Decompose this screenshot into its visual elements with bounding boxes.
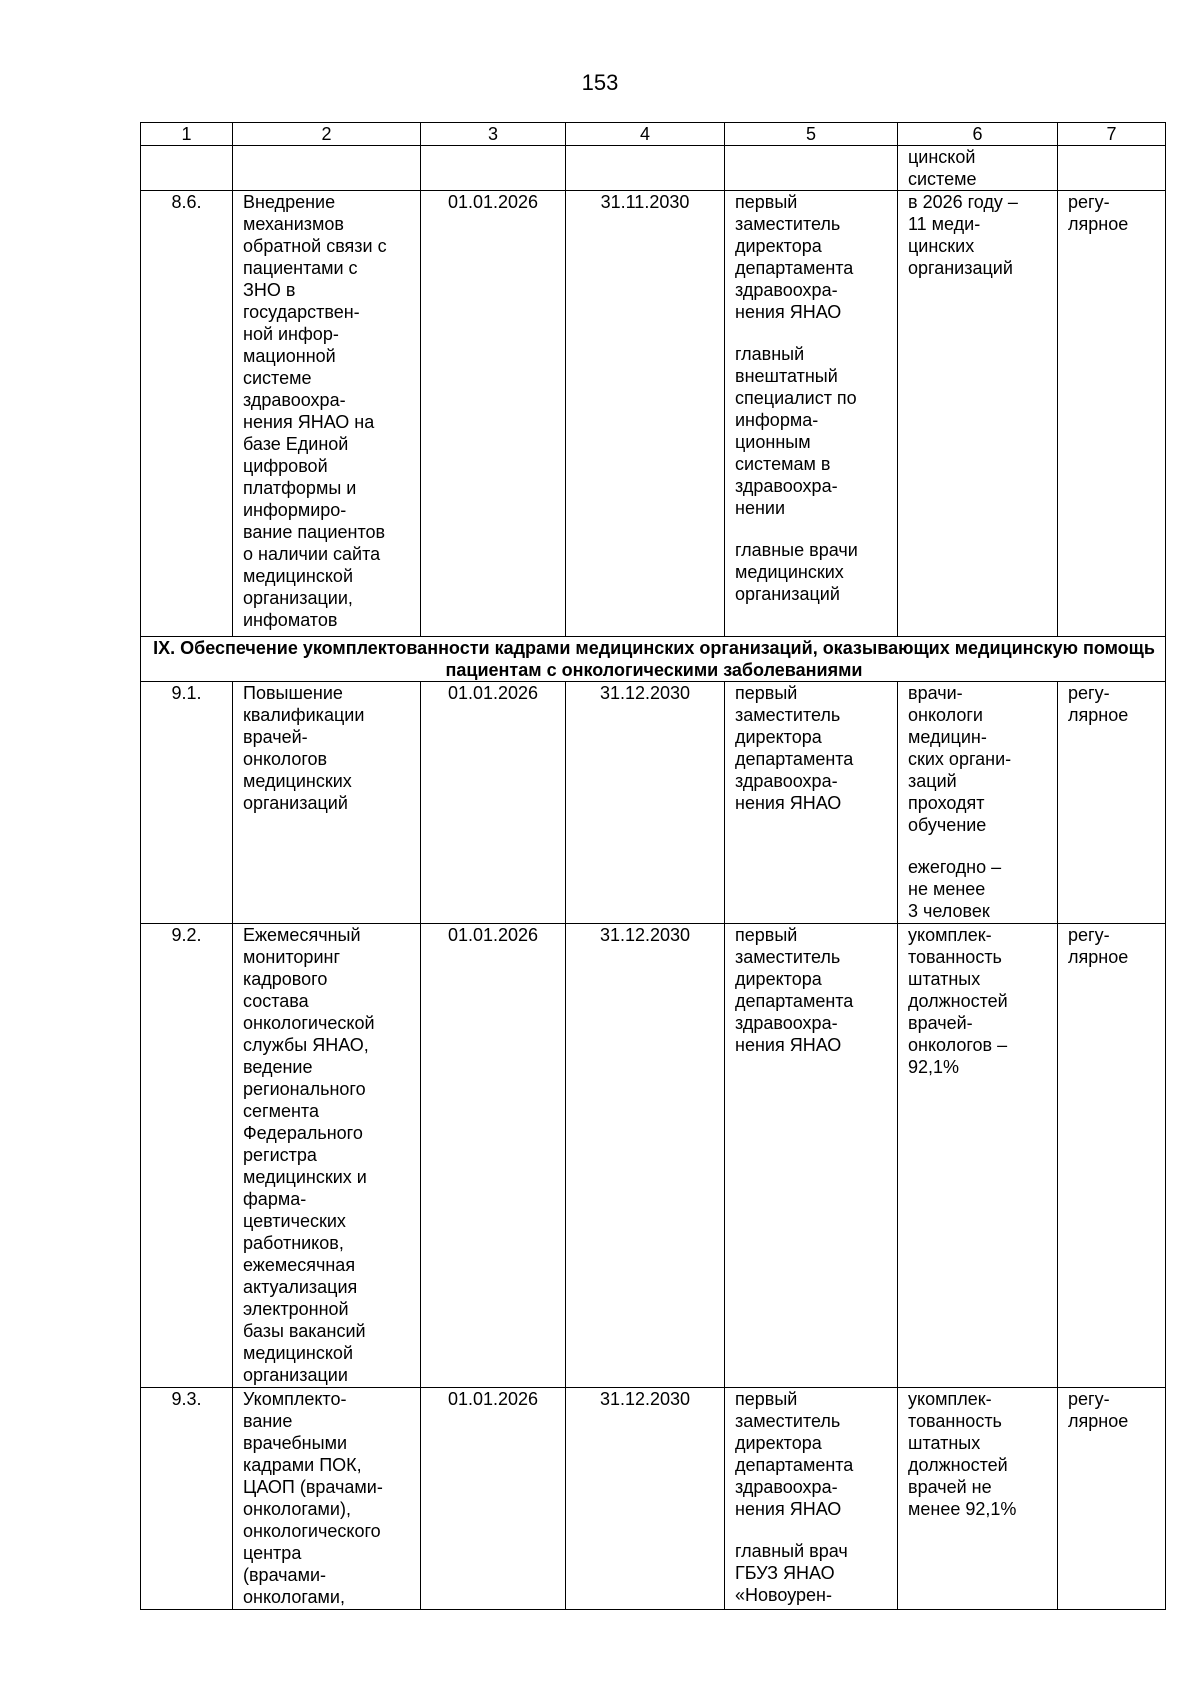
header-cell: 5 [725, 123, 898, 146]
start-date: 01.01.2026 [421, 1388, 566, 1610]
header-cell: 4 [566, 123, 725, 146]
continuation-row [141, 146, 1166, 191]
start-date: 01.01.2026 [421, 191, 566, 637]
result-cell: укомплек- тованность штатных должностей врачей не менее 92,1% [898, 1388, 1058, 1610]
table-row [141, 1388, 1166, 1610]
responsible-cell [725, 1388, 898, 1610]
start-date: 01.01.2026 [421, 924, 566, 1388]
row-number: 8.6. [141, 191, 233, 637]
measure-cell: Укомплекто- вание врачебными кадрами ПОК, ЦАОП (врачами- онкологами), онкологического центра (врачами- онкологами, [233, 1388, 421, 1610]
result-cell: в 2026 году – 11 меди- цинских организаций [898, 191, 1058, 637]
table-row [141, 682, 1166, 924]
end-date: 31.12.2030 [566, 924, 725, 1388]
page-number: 153 [581, 70, 619, 95]
plan-table [140, 122, 1166, 1610]
measure-cell: Повышение квалификации врачей- онкологов медицинских организаций [233, 682, 421, 924]
cell [1058, 146, 1166, 191]
responsible-3: главные врачи медицинских организаций [735, 540, 858, 604]
header-cell: 3 [421, 123, 566, 146]
header-cell: 1 [141, 123, 233, 146]
section-row [141, 637, 1166, 682]
result-cell: цинской системе [898, 146, 1058, 191]
responsible-cell [725, 191, 898, 637]
responsible-1: первый заместитель директора департамента здравоохра- нения ЯНАО [725, 682, 898, 924]
responsible-2: главный врач ГБУЗ ЯНАО «Новоурен- [735, 1541, 848, 1605]
table-row [141, 191, 1166, 637]
cell [725, 146, 898, 191]
header-cell: 7 [1058, 123, 1166, 146]
cell [233, 146, 421, 191]
measure-cell: Внедрение механизмов обратной связи с пациентами с ЗНО в государствен- ной инфор- мационной системе здравоохра- нения ЯНАО на базе Единой цифровой платформы и информиро- вание пациентов о наличии сайта медицинской организации, инфоматов [233, 191, 421, 637]
cell [566, 146, 725, 191]
row-number: 9.3. [141, 1388, 233, 1610]
end-date: 31.11.2030 [566, 191, 725, 637]
responsible-1: первый заместитель директора департамента здравоохра- нения ЯНАО [735, 192, 854, 322]
row-number: 9.2. [141, 924, 233, 1388]
section-title: IX. Обеспечение укомплектованности кадрами медицинских организаций, оказывающих медицинскую помощь пациентам с онкологическими заболеваниями [141, 637, 1166, 682]
type-cell: регу- лярное [1058, 191, 1166, 637]
result-1: врачи- онкологи медицин- ских органи- заций проходят обучение [908, 683, 1012, 835]
row-number: 9.1. [141, 682, 233, 924]
cell [421, 146, 566, 191]
type-cell: регу- лярное [1058, 1388, 1166, 1610]
type-cell: регу- лярное [1058, 682, 1166, 924]
type-cell: регу- лярное [1058, 924, 1166, 1388]
table-row [141, 924, 1166, 1388]
measure-cell: Ежемесячный мониторинг кадрового состава онкологической службы ЯНАО, ведение регионального сегмента Федерального регистра медицинских и фарма- цевтических работников, ежемесячная актуализация электронной базы вакансий медицинской организации [233, 924, 421, 1388]
result-cell [898, 682, 1058, 924]
responsible-2: главный внештатный специалист по информа- ционным системам в здравоохра- нении [735, 344, 857, 518]
header-cell: 6 [898, 123, 1058, 146]
responsible-1: первый заместитель директора департамента здравоохра- нения ЯНАО [735, 1389, 854, 1519]
result-cell: укомплек- тованность штатных должностей врачей- онкологов – 92,1% [898, 924, 1058, 1388]
header-cell: 2 [233, 123, 421, 146]
end-date: 31.12.2030 [566, 1388, 725, 1610]
start-date: 01.01.2026 [421, 682, 566, 924]
responsible-1: первый заместитель директора департамента здравоохра- нения ЯНАО [725, 924, 898, 1388]
cell [141, 146, 233, 191]
end-date: 31.12.2030 [566, 682, 725, 924]
header-row [141, 123, 1166, 146]
result-2: ежегодно – не менее 3 человек [908, 857, 1002, 921]
